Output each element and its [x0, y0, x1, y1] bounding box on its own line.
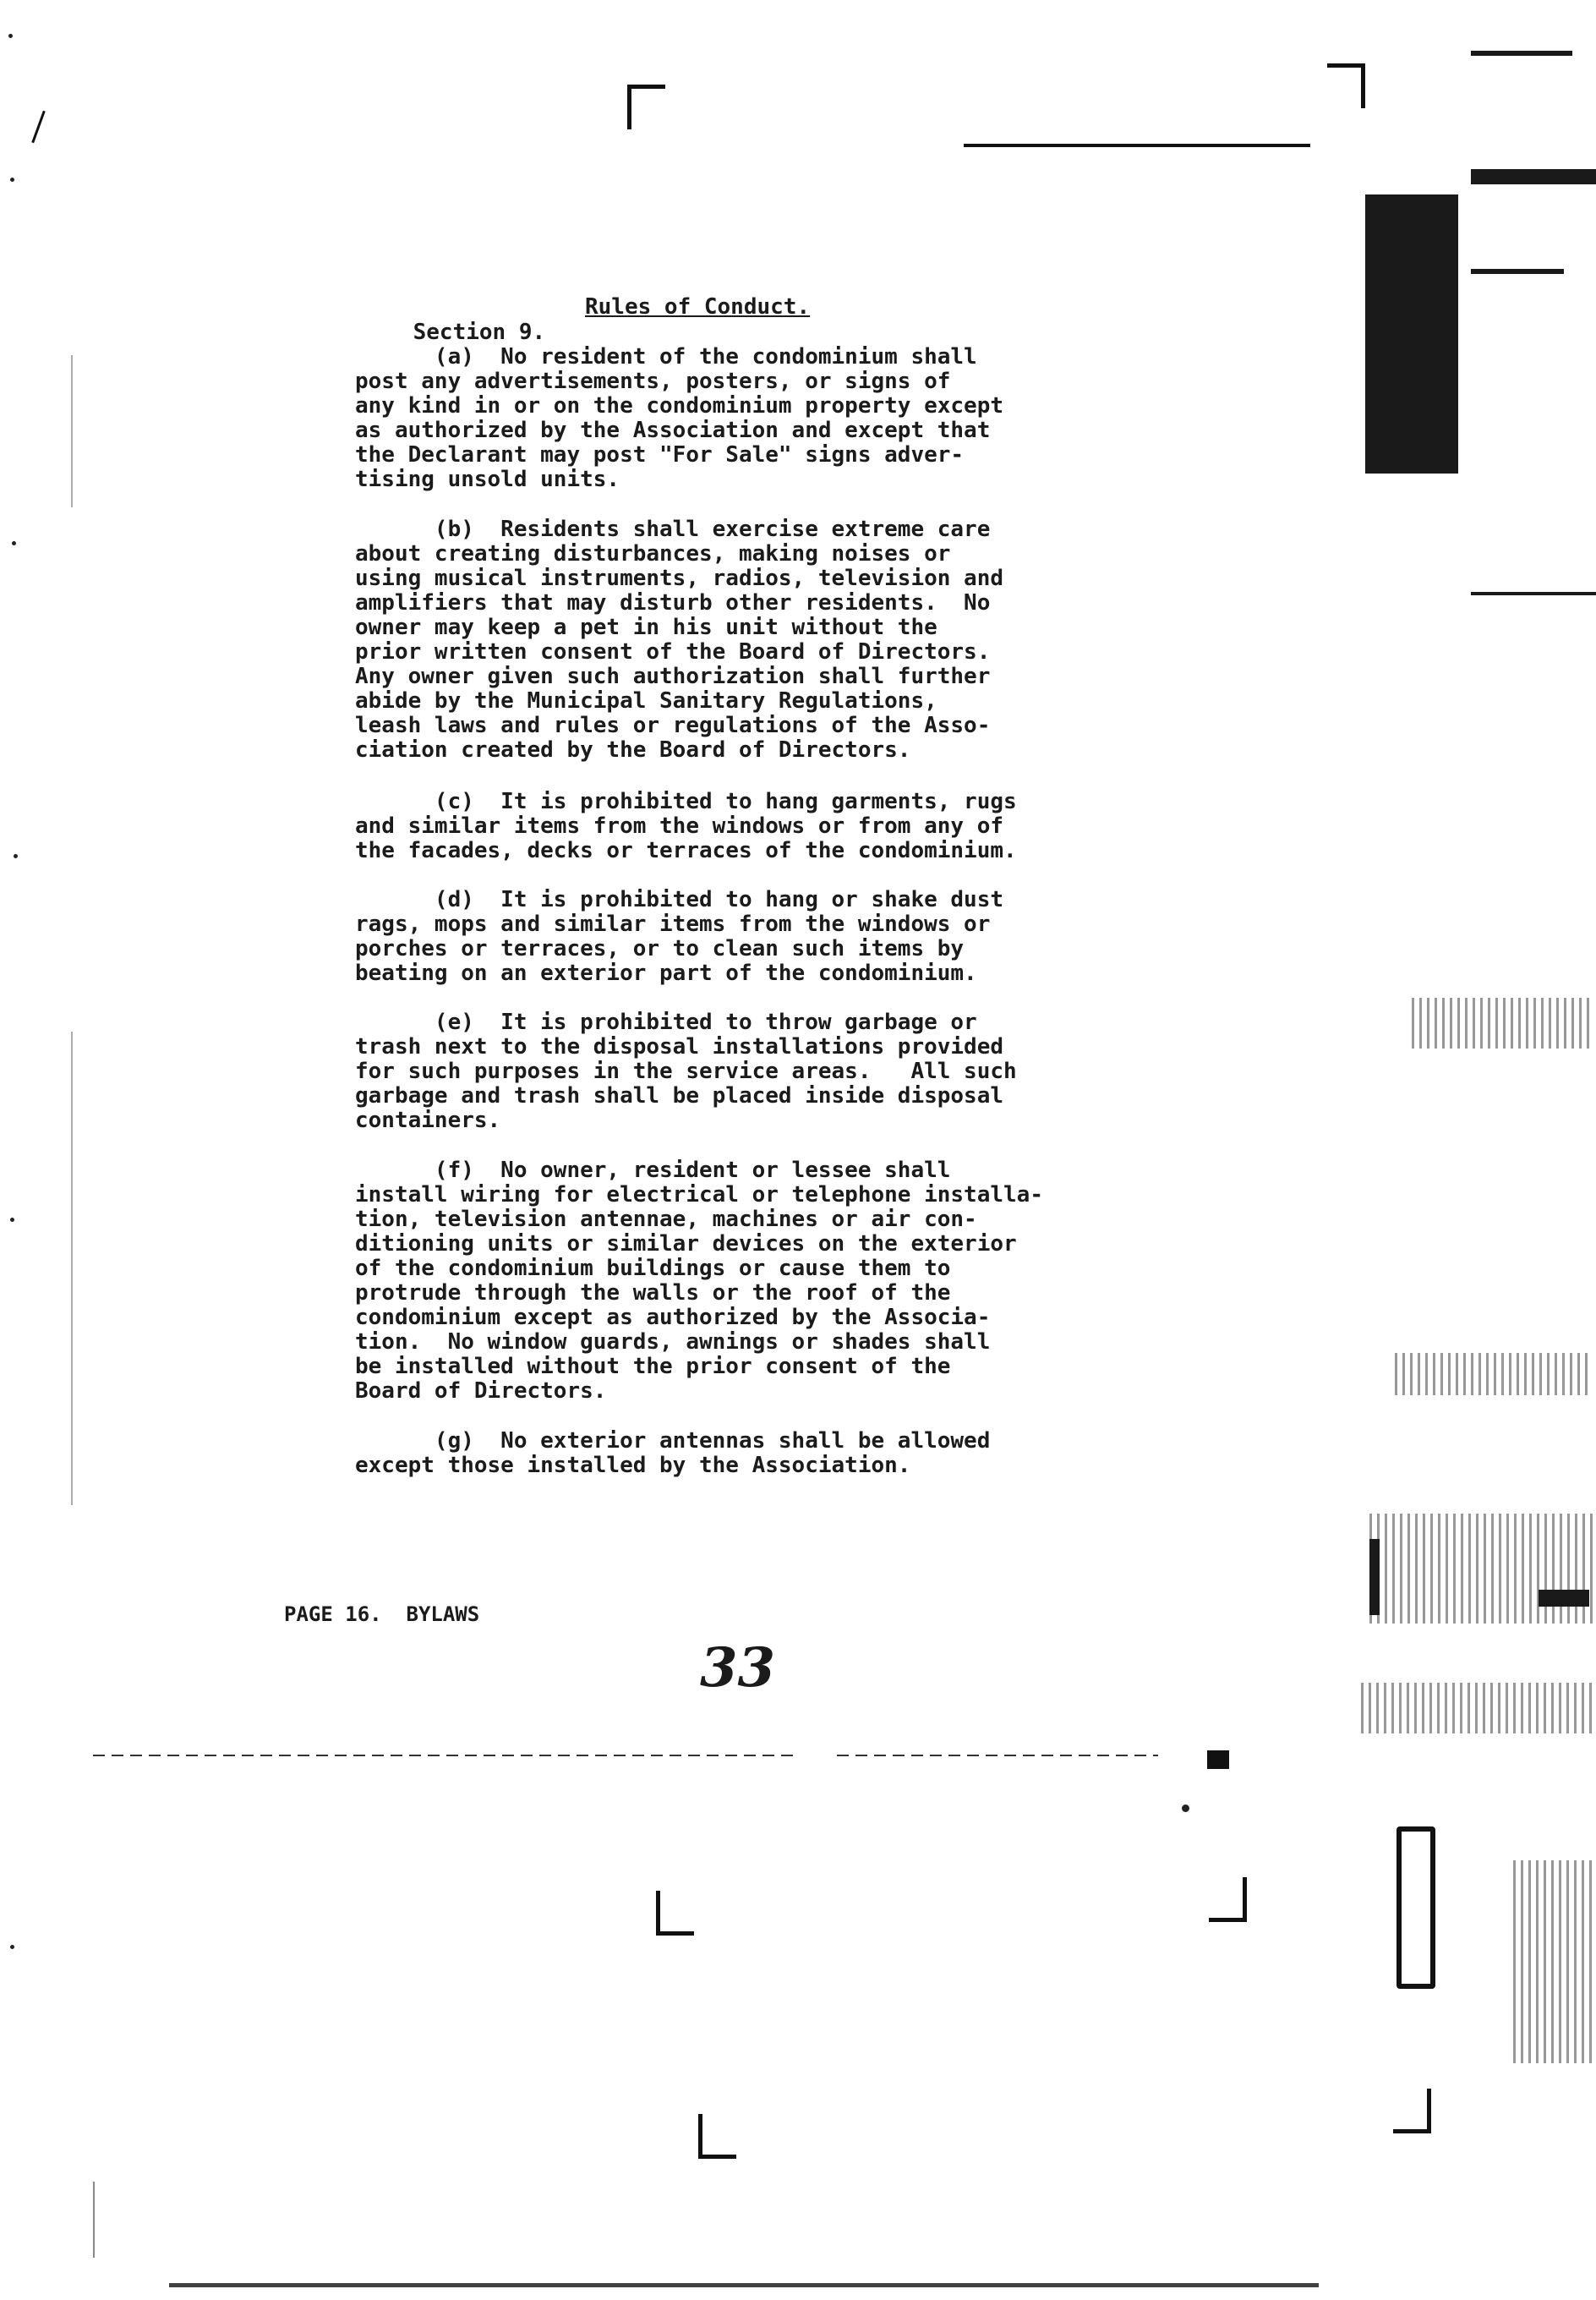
- section-number: Section 9.: [413, 320, 546, 345]
- text-line: rags, mops and similar items from the windows or: [355, 912, 991, 937]
- crop-mark-bottom-right: [1209, 1877, 1247, 1922]
- scan-stroke: [31, 111, 45, 144]
- scan-noise-band: [1412, 998, 1589, 1049]
- scan-line: [964, 144, 1310, 147]
- text-line: of the condominium buildings or cause them to: [355, 1256, 951, 1281]
- scan-edge-noise: [1353, 0, 1596, 2300]
- text-line: owner may keep a pet in his unit without the: [355, 615, 937, 640]
- scan-dark-block: [1471, 592, 1596, 595]
- scan-dash-line: [837, 1755, 1158, 1756]
- page-footer: PAGE 16. BYLAWS: [284, 1602, 480, 1626]
- scan-dark-block: [1471, 51, 1572, 56]
- text-line: prior written consent of the Board of Directors.: [355, 639, 991, 665]
- handwritten-page-number: 33: [700, 1636, 776, 1700]
- text-line: and similar items from the windows or from any of: [355, 813, 1004, 839]
- scan-speck: [1182, 1804, 1189, 1812]
- paragraph-f: [355, 1158, 1133, 1404]
- scan-dash-line: [93, 1755, 795, 1756]
- text-line: any kind in or on the condominium property except: [355, 393, 1004, 419]
- text-line: (b) Residents shall exercise extreme care: [355, 517, 991, 542]
- scan-speck: [12, 541, 16, 545]
- text-line: amplifiers that may disturb other residents. No: [355, 590, 991, 616]
- text-line: be installed without the prior consent of the: [355, 1354, 951, 1379]
- text-line: (d) It is prohibited to hang or shake dust: [355, 887, 1004, 912]
- scan-stroke: [71, 1032, 73, 1505]
- text-line: condominium except as authorized by the Associa-: [355, 1305, 991, 1330]
- scan-stroke: [71, 355, 73, 507]
- paragraph-a: [355, 345, 1133, 492]
- text-line: beating on an exterior part of the condominium.: [355, 961, 977, 986]
- text-line: garbage and trash shall be placed inside disposal: [355, 1083, 1004, 1109]
- text-line: as authorized by the Association and except that: [355, 418, 991, 443]
- crop-mark-bottom-left-2: [698, 2114, 736, 2159]
- scan-line: [169, 2283, 1319, 2287]
- text-line: Board of Directors.: [355, 1378, 607, 1404]
- text-line: except those installed by the Association.: [355, 1453, 911, 1478]
- paragraph-g: [355, 1429, 1133, 1478]
- scan-dark-block: [1539, 1590, 1589, 1607]
- text-line: (f) No owner, resident or lessee shall: [355, 1158, 951, 1183]
- scan-dark-block: [1471, 169, 1596, 184]
- text-line: trash next to the disposal installations provided: [355, 1034, 1004, 1060]
- scan-noise-band: [1395, 1353, 1589, 1395]
- paragraph-c: [355, 790, 1133, 863]
- paragraph-b: [355, 518, 1133, 763]
- scan-speck: [10, 1945, 14, 1949]
- text-line: using musical instruments, radios, television and: [355, 566, 1004, 591]
- text-line: tion, television antennae, machines or air con-: [355, 1207, 977, 1232]
- section-title: Rules of Conduct.: [585, 294, 811, 320]
- text-line: post any advertisements, posters, or signs of: [355, 369, 951, 394]
- text-line: for such purposes in the service areas. All such: [355, 1059, 1017, 1084]
- text-line: porches or terraces, or to clean such items by: [355, 936, 965, 961]
- scan-noise-band: [1513, 1860, 1596, 2063]
- scan-noise-band: [1361, 1683, 1596, 1733]
- text-line: leash laws and rules or regulations of the Asso-: [355, 713, 991, 738]
- text-line: the Declarant may post "For Sale" signs adver-: [355, 442, 965, 468]
- text-line: (e) It is prohibited to throw garbage or: [355, 1010, 977, 1035]
- scan-dark-block: [1471, 269, 1564, 274]
- text-line: protrude through the walls or the roof of the: [355, 1280, 951, 1306]
- text-line: abide by the Municipal Sanitary Regulations,: [355, 688, 937, 714]
- scan-speck: [10, 1218, 14, 1222]
- text-line: install wiring for electrical or telephone installa-: [355, 1182, 1043, 1208]
- scan-noise-band: [1369, 1514, 1596, 1624]
- crop-mark-bottom-left: [656, 1891, 694, 1936]
- text-line: the facades, decks or terraces of the condominium.: [355, 838, 1017, 863]
- scan-blob: [1207, 1750, 1229, 1769]
- text-line: tising unsold units.: [355, 467, 620, 492]
- text-line: (a) No resident of the condominium shall: [355, 344, 977, 370]
- text-line: ditioning units or similar devices on the exterior: [355, 1231, 1017, 1257]
- text-line: tion. No window guards, awnings or shades shall: [355, 1329, 991, 1355]
- scan-speck: [10, 178, 14, 182]
- crop-mark-top-left: [627, 85, 665, 129]
- text-line: (c) It is prohibited to hang garments, rugs: [355, 789, 1017, 814]
- text-line: containers.: [355, 1108, 501, 1133]
- scan-speck: [8, 34, 13, 38]
- text-line: (g) No exterior antennas shall be allowed: [355, 1428, 991, 1454]
- scan-speck: [14, 854, 18, 858]
- scan-stroke: [93, 2182, 95, 2258]
- paragraph-e: [355, 1010, 1133, 1133]
- text-line: ciation created by the Board of Directors.: [355, 737, 911, 763]
- scan-dark-block: [1365, 194, 1458, 474]
- scan-dark-block: [1369, 1539, 1380, 1615]
- text-line: about creating disturbances, making noises or: [355, 541, 951, 567]
- text-line: Any owner given such authorization shall further: [355, 664, 991, 689]
- paragraph-d: [355, 888, 1133, 986]
